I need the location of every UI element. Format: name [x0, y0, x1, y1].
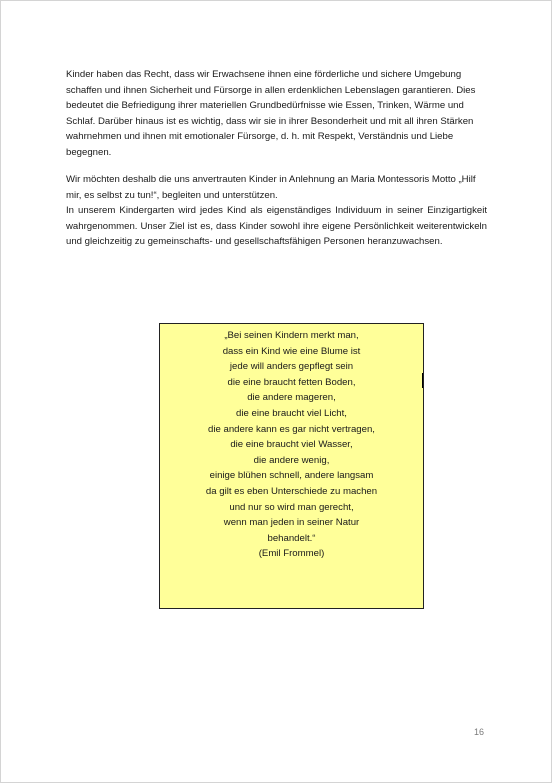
paragraph-children-rights[interactable]: Kinder haben das Recht, dass wir Erwachsene ihnen eine förderliche und sichere Umgebung schaffen und ihnen Sicherheit und Fürsorge in allen erdenklichen Lebenslagen garantieren. Dies bedeutet die Befriedigung ihrer materiellen Grundbedürfnisse wie Essen, Trinken, Wärme und Schlaf. Darüber hinaus ist es wichtig, dass wir sie in ihrer Besonderheit und mit all ihren Stärken wahrnehmen und ihnen mit emotionaler Fürsorge, d. h. mit Respekt, Verständnis und Liebe begegnen. — [66, 69, 476, 158]
quote-line: „Bei seinen Kindern merkt man, — [224, 330, 359, 341]
quote-line: die andere kann es gar nicht vertragen, — [208, 423, 375, 435]
quote-text-box[interactable] — [159, 323, 424, 609]
quote-line: die andere mageren, — [247, 392, 336, 404]
quote-line: und nur so wird man gerecht, — [229, 501, 354, 513]
quote-author: (Emil Frommel) — [258, 548, 325, 560]
quote-line: die eine braucht fetten Boden, — [227, 376, 356, 388]
quote-line: behandelt.“ — [267, 532, 316, 544]
quote-lines — [160, 328, 423, 562]
quote-line: die andere wenig, — [253, 454, 330, 466]
quote-line: dass ein Kind wie eine Blume ist — [222, 345, 361, 357]
quote-line: da gilt es eben Unterschiede zu machen — [205, 485, 378, 497]
quote-line: jede will anders gepflegt sein — [229, 361, 354, 373]
quote-line: die eine braucht viel Licht, — [236, 407, 347, 419]
paragraph-individuality[interactable]: In unserem Kindergarten wird jedes Kind als eigenständiges Individuum in seiner Einzigartigkeit wahrgenommen. Unser Ziel ist es, dass Kinder sowohl ihre eigene Persönlichkeit weiterentwickeln und gleichzeitig zu gemeinschafts- und gesellschaftsfähigen Personen heranzuwachsen. — [66, 205, 487, 248]
paragraph-montessori-motto[interactable]: Wir möchten deshalb die uns anvertrauten Kinder in Anlehnung an Maria Montessoris Motto „Hilf mir, es selbst zu tun!“, begleiten und unterstützen. — [66, 174, 476, 201]
quote-line: wenn man jeden in seiner Natur — [223, 517, 360, 529]
quote-line: einige blühen schnell, andere langsam — [209, 470, 374, 482]
quote-line: die eine braucht viel Wasser, — [230, 439, 353, 451]
text-cursor — [422, 373, 423, 388]
page-number: 16 — [474, 727, 485, 737]
